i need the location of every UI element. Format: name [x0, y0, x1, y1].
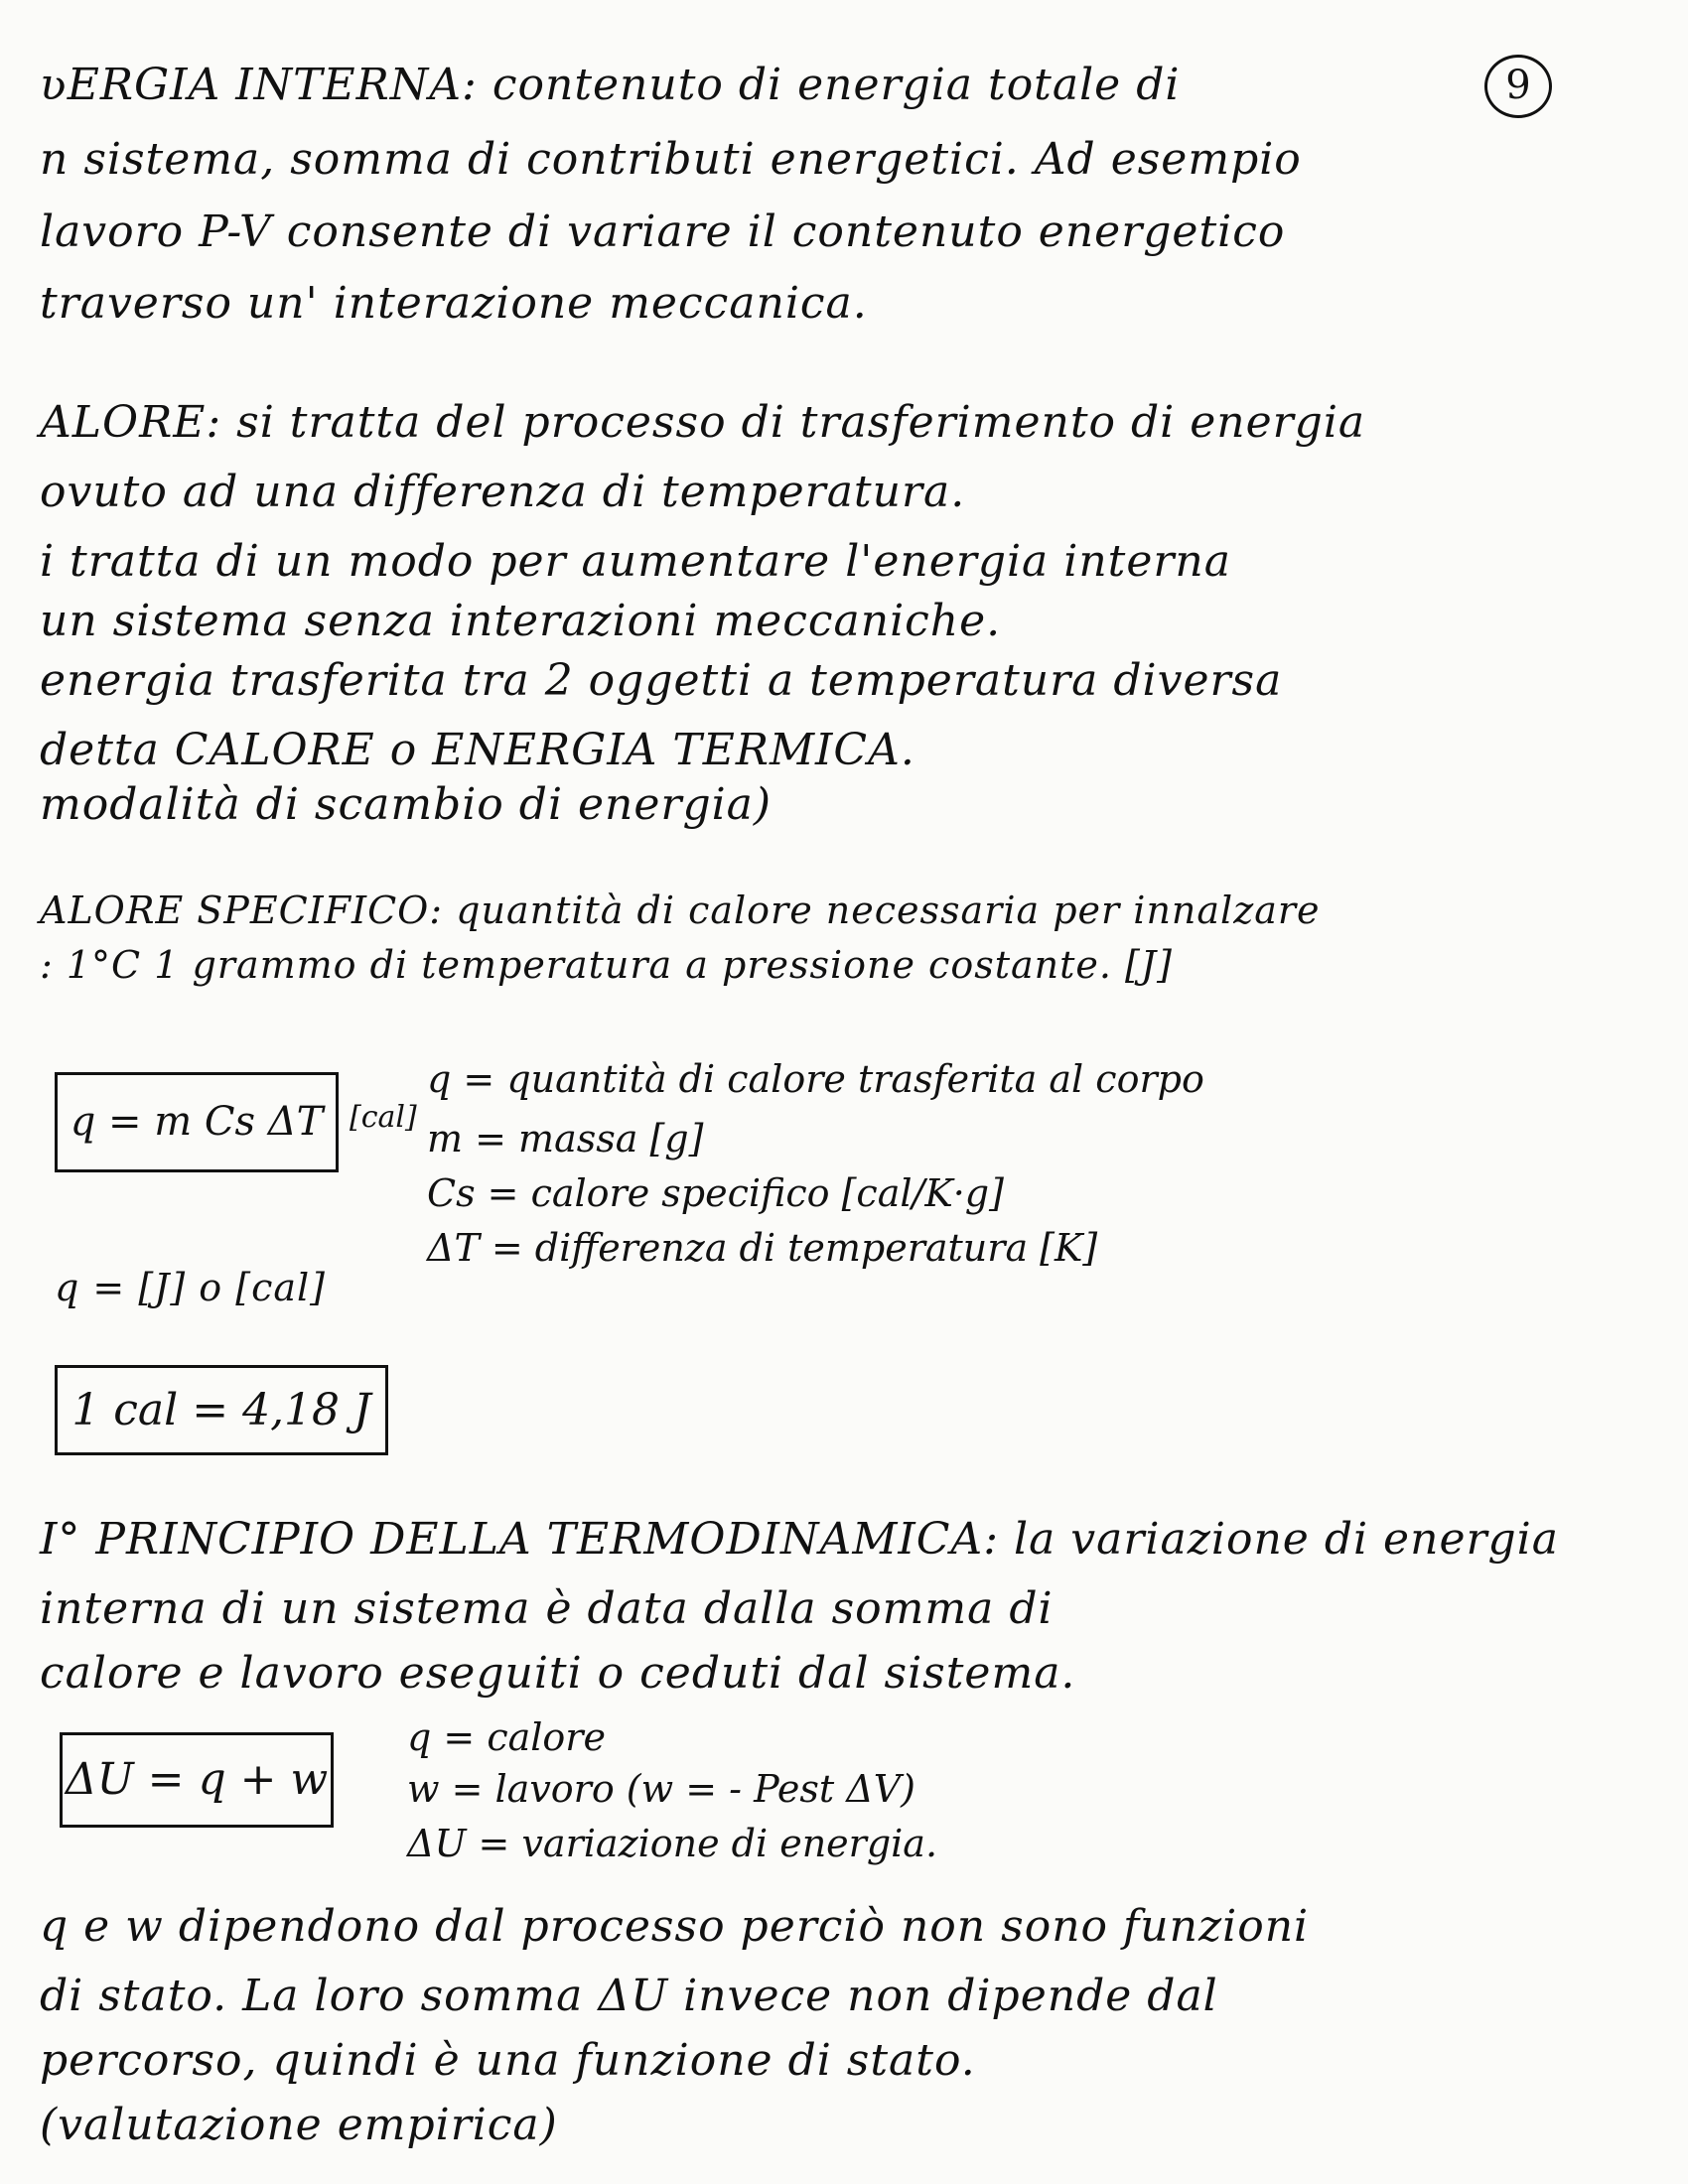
text-line: i tratta di un modo per aumentare l'energia interna [40, 536, 1232, 587]
q-units: q = [J] o [cal] [55, 1266, 326, 1309]
text-line: ʋERGIA INTERNA: contenuto di energia totale di [40, 60, 1181, 110]
text-line: di stato. La loro somma ΔU invece non dipende dal [40, 1971, 1218, 2021]
legend-line: q = calore [407, 1715, 606, 1759]
text-line: detta CALORE o ENERGIA TERMICA. [40, 725, 915, 775]
first-principle-box: ΔU = q + w [60, 1732, 334, 1828]
text-line: modalità di scambio di energia) [40, 779, 773, 830]
legend-line: w = lavoro (w = - Pest ΔV) [407, 1767, 915, 1811]
text-line: interna di un sistema è data dalla somma di [40, 1583, 1054, 1634]
heat-formula-unit: [cal] [350, 1100, 417, 1135]
text-line: traverso un' interazione meccanica. [40, 278, 868, 329]
text-line: n sistema, somma di contributi energetici. Ad esempio [40, 134, 1302, 185]
legend-line: ΔT = differenza di temperatura [K] [427, 1226, 1098, 1270]
text-line: ALORE SPECIFICO: quantità di calore necessaria per innalzare [40, 888, 1321, 932]
legend-line: q = quantità di calore trasferita al corpo [427, 1057, 1204, 1101]
text-line: lavoro P-V consente di variare il contenuto energetico [40, 206, 1286, 257]
text-line: q e w dipendono dal processo perciò non sono funzioni [40, 1901, 1310, 1952]
page-number: 9 [1484, 55, 1552, 118]
text-line: un sistema senza interazioni meccaniche. [40, 596, 1002, 646]
text-line: ALORE: si tratta del processo di trasferimento di energia [40, 397, 1366, 448]
text-line: energia trasferita tra 2 oggetti a temperatura diversa [40, 655, 1283, 706]
text-line: I° PRINCIPIO DELLA TERMODINAMICA: la variazione di energia [40, 1514, 1559, 1565]
heat-formula-box: q = m Cs ΔT [55, 1072, 339, 1172]
text-line: ovuto ad una differenza di temperatura. [40, 467, 966, 517]
legend-line: Cs = calore specifico [cal/K·g] [427, 1171, 1004, 1215]
text-line: (valutazione empirica) [40, 2100, 558, 2150]
text-line: percorso, quindi è una funzione di stato. [40, 2035, 976, 2086]
legend-line: ΔU = variazione di energia. [407, 1822, 938, 1865]
text-line: calore e lavoro eseguiti o ceduti dal sistema. [40, 1648, 1076, 1699]
legend-line: m = massa [g] [427, 1117, 704, 1160]
text-line: : 1°C 1 grammo di temperatura a pressione costante. [J] [40, 943, 1173, 987]
conversion-box: 1 cal = 4,18 J [55, 1365, 388, 1455]
